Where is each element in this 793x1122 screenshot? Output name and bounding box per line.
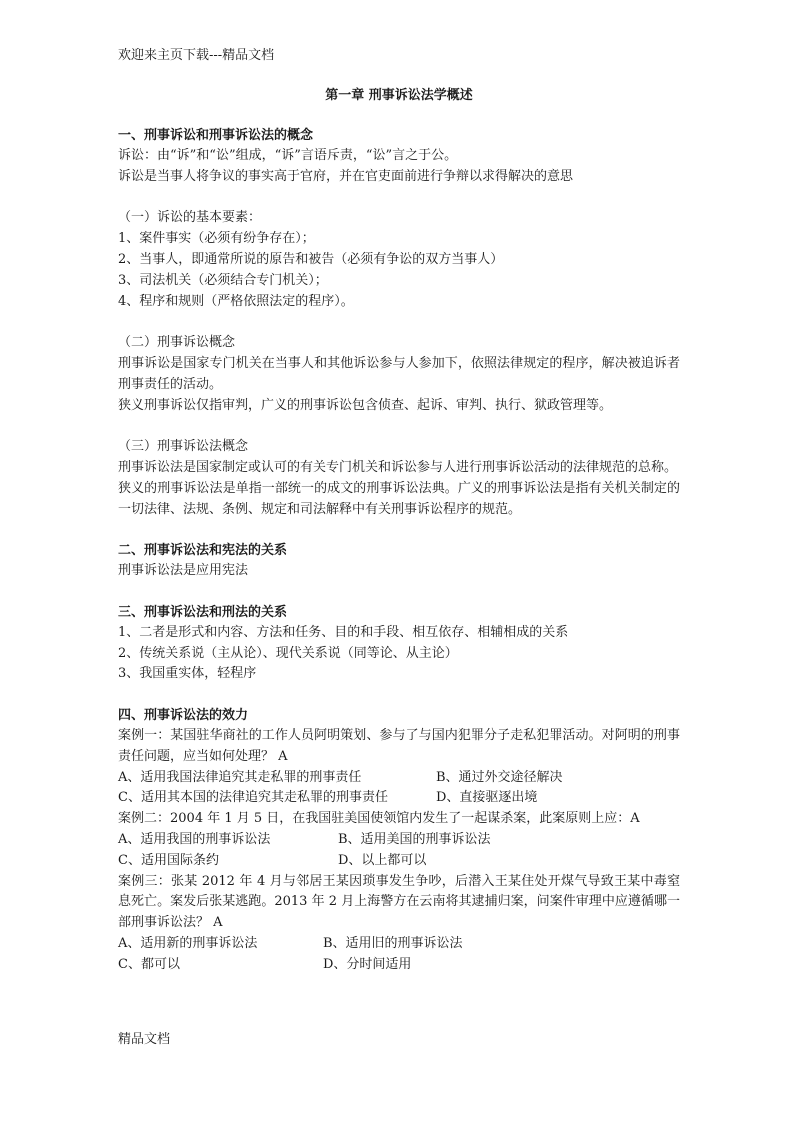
page-header-note: 欢迎来主页下载---精品文档 <box>118 48 275 63</box>
section-1-line-1: 诉讼：由“诉”和“讼”组成，“诉”言语斥责，“讼”言之于公。 <box>118 148 458 163</box>
case-3-option-b: B、适用旧的刑事诉讼法 <box>323 935 463 951</box>
case-2-option-c: C、适用国际条约 <box>118 852 219 868</box>
relation-item-2: 2、传统关系说（主从论）、现代关系说（同等论、从主论） <box>118 645 458 661</box>
document-body <box>118 86 680 975</box>
case-2-option-d: D、以上都可以 <box>338 852 427 868</box>
section-1-heading: 一、刑事诉讼和刑事诉讼法的概念 <box>118 128 314 143</box>
section-1-line-2: 诉讼是当事人将争议的事实高于官府，并在官吏面前进行争辩以求得解决的意思 <box>118 168 574 184</box>
chapter-title: 第一章 刑事诉讼法学概述 <box>325 88 473 103</box>
case-1-options-row-2 <box>118 788 680 809</box>
case-1-option-c: C、适用其本国的法律追究其走私罪的刑事责任 <box>118 790 388 806</box>
case-2-options-row-1 <box>118 830 680 851</box>
subsection-3-para-2: 狭义的刑事诉讼法是单指一部统一的成文的刑事诉讼法典。广义的刑事诉讼法是指有关机关制定的一切法律、法规、条例、规定和司法解释中有关刑事诉讼程序的规范。 <box>118 480 680 517</box>
case-2-options-row-2 <box>118 851 680 872</box>
case-1-option-b: B、通过外交途径解决 <box>436 769 563 785</box>
subsection-2-para-1: 刑事诉讼是国家专门机关在当事人和其他诉讼参与人参加下，依照法律规定的程序，解决被追诉者刑事责任的活动。 <box>118 355 680 392</box>
relation-item-1: 1、二者是形式和内容、方法和任务、目的和手段、相互依存、相辅相成的关系 <box>118 624 569 640</box>
case-1-option-a: A、适用我国法律追究其走私罪的刑事责任 <box>118 769 362 785</box>
case-3-text: 案例三：张某 2012 年 4 月与邻居王某因琐事发生争吵，后潜入王某住处开煤气导致王某中毒窒息死亡。案发后张某逃跑。2013 年 2 月上海警方在云南将其逮捕归案，问案件审理中应遵循哪一部刑事诉讼法？ A <box>118 873 680 931</box>
element-item-1: 1、案件事实（必须有纷争存在）； <box>118 231 315 247</box>
case-3-options-row-1 <box>118 934 680 955</box>
section-4-heading: 四、刑事诉讼法的效力 <box>118 707 249 723</box>
element-item-3: 3、司法机关（必须结合专门机关）； <box>118 272 328 288</box>
relation-item-3: 3、我国重实体，轻程序 <box>118 666 257 682</box>
case-3-option-a: A、适用新的刑事诉讼法 <box>118 935 258 951</box>
subsection-2-para-2: 狭义刑事诉讼仅指审判，广义的刑事诉讼包含侦查、起诉、审判、执行、狱政管理等。 <box>118 397 613 413</box>
case-2-option-a: A、适用我国的刑事诉讼法 <box>118 831 271 847</box>
subsection-2-title: （二）刑事诉讼概念 <box>118 335 236 351</box>
subsection-3-para-1: 刑事诉讼法是国家制定或认可的有关专门机关和诉讼参与人进行刑事诉讼活动的法律规范的总称。 <box>118 459 678 475</box>
subsection-3-title: （三）刑事诉讼法概念 <box>118 439 249 455</box>
section-2-heading: 二、刑事诉讼法和宪法的关系 <box>118 543 288 559</box>
element-item-4: 4、程序和规则（严格依照法定的程序）。 <box>118 293 354 309</box>
case-3-option-c: C、都可以 <box>118 956 180 972</box>
subsection-1-title: （一）诉讼的基本要素： <box>118 210 262 226</box>
case-3-options-row-2 <box>118 955 680 976</box>
section-2-text: 刑事诉讼法是应用宪法 <box>118 563 249 579</box>
case-2-option-b: B、适用美国的刑事诉讼法 <box>338 831 491 847</box>
case-1-options-row-1 <box>118 768 680 789</box>
page-footer-note: 精品文档 <box>118 1032 171 1047</box>
case-1-text: 案例一：某国驻华商社的工作人员阿明策划、参与了与国内犯罪分子走私犯罪活动。对阿明的刑事责任问题，应当如何处理？ A <box>118 727 680 764</box>
section-3-heading: 三、刑事诉讼法和刑法的关系 <box>118 604 288 620</box>
case-1-option-d: D、直接驱逐出境 <box>436 790 538 806</box>
case-2-text: 案例二：2004 年 1 月 5 日，在我国驻美国使领馆内发生了一起谋杀案，此案原则上应：A <box>118 811 640 827</box>
case-3-option-d: D、分时间适用 <box>323 956 412 972</box>
element-item-2: 2、当事人，即通常所说的原告和被告（必须有争讼的双方当事人） <box>118 251 504 267</box>
